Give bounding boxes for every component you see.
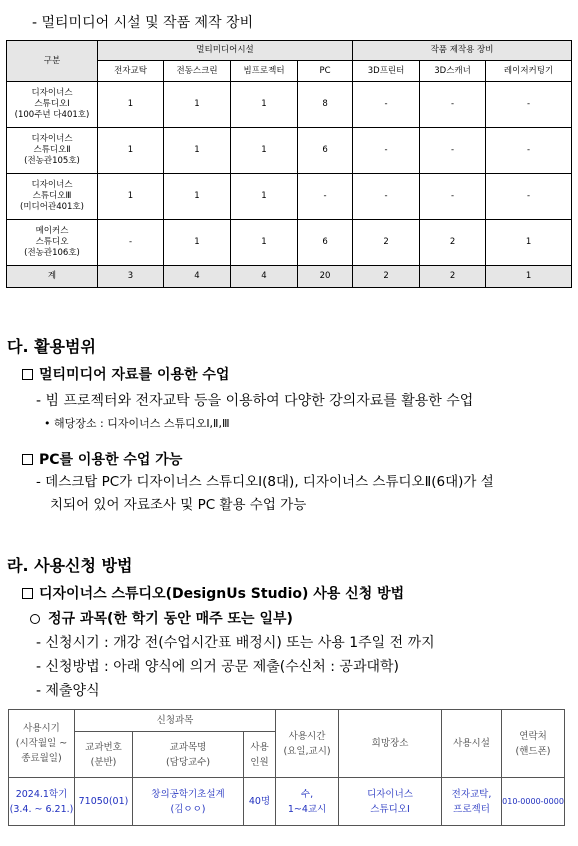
col-header: 빔프로젝터: [231, 61, 298, 82]
header-code: 교과번호 (분반): [75, 732, 133, 778]
col-header: 전자교탁: [98, 61, 164, 82]
cell: 2: [353, 266, 420, 288]
cell-contact: 010-0000-0000: [502, 778, 565, 826]
cell: 2: [420, 266, 486, 288]
scope-item-multimedia: 멀티미디어 자료를 이용한 수업: [22, 366, 229, 384]
header-multimedia: 멀티미디어시설: [98, 41, 353, 61]
cell: 1: [486, 220, 572, 266]
col-header: 3D프린터: [353, 61, 420, 82]
application-period: - 신청시기 : 개강 전(수업시간표 배정시) 또는 사용 1주일 전 까지: [36, 635, 435, 651]
cell: -: [486, 128, 572, 174]
row-label: 디자이너스 스튜디오Ⅲ (미디어관401호): [7, 174, 98, 220]
application-form-label: - 제출양식: [36, 683, 100, 699]
scope-item-multimedia-desc: - 빔 프로젝터와 전자교탁 등을 이용하여 다양한 강의자료를 활용한 수업: [36, 393, 474, 409]
section-heading-scope: 다. 활용범위: [7, 337, 96, 356]
row-label: 메이커스 스튜디오 (전농관106호): [7, 220, 98, 266]
cell: 1: [486, 266, 572, 288]
application-sub-regular: 정규 과목(한 학기 동안 매주 또는 일부): [30, 610, 293, 628]
cell: 6: [298, 128, 353, 174]
checkbox-square-icon: [22, 454, 33, 465]
cell: 20: [298, 266, 353, 288]
cell-time: 수, 1~4교시: [276, 778, 339, 826]
scope-item-multimedia-location: • 해당장소 : 디자이너스 스튜디오Ⅰ,Ⅱ,Ⅲ: [44, 417, 230, 430]
cell: 4: [231, 266, 298, 288]
cell: 1: [164, 220, 231, 266]
header-course: 신청과목: [75, 710, 276, 732]
table-row: [7, 174, 572, 220]
cell: -: [420, 128, 486, 174]
intro-text: - 멀티미디어 시설 및 작품 제작 장비: [32, 15, 254, 31]
header-production: 작품 제작용 장비: [353, 41, 572, 61]
cell: 3: [98, 266, 164, 288]
section-heading-application: 라. 사용신청 방법: [7, 556, 133, 575]
scope-item-pc: PC를 이용한 수업 가능: [22, 451, 182, 469]
cell: 1: [164, 174, 231, 220]
equipment-table: [6, 40, 572, 288]
cell-period: 2024.1학기 (3.4. ~ 6.21.): [9, 778, 75, 826]
row-label: 디자이너스 스튜디오Ⅰ (100주년 다401호): [7, 82, 98, 128]
header-time: 사용시간 (요일,교시): [276, 710, 339, 778]
row-label: 디자이너스 스튜디오Ⅱ (전농관105호): [7, 128, 98, 174]
cell: 8: [298, 82, 353, 128]
cell: 1: [98, 82, 164, 128]
header-period: 사용시기 (시작월일 ~ 종료월일): [9, 710, 75, 778]
cell: -: [353, 174, 420, 220]
application-item-studio: 디자이너스 스튜디오(DesignUs Studio) 사용 신청 방법: [22, 585, 404, 603]
cell: -: [420, 174, 486, 220]
scope-item-pc-desc-1: - 데스크탑 PC가 디자이너스 스튜디오Ⅰ(8대), 디자이너스 스튜디오Ⅱ(6대)가 설: [36, 474, 494, 490]
cell: 1: [231, 174, 298, 220]
table-row: [7, 128, 572, 174]
table-row: [9, 778, 565, 826]
cell-place: 디자이너스 스튜디오Ⅰ: [339, 778, 442, 826]
checkbox-square-icon: [22, 369, 33, 380]
cell: -: [486, 82, 572, 128]
cell: 2: [353, 220, 420, 266]
cell: -: [420, 82, 486, 128]
total-row: [7, 266, 572, 288]
cell-code: 71050(01): [75, 778, 133, 826]
cell: 4: [164, 266, 231, 288]
scope-item-pc-desc-2: 치되어 있어 자료조사 및 PC 활용 수업 가능: [50, 497, 307, 513]
cell-facility: 전자교탁, 프로젝터: [442, 778, 502, 826]
col-header: PC: [298, 61, 353, 82]
checkbox-square-icon: [22, 588, 33, 599]
cell: -: [298, 174, 353, 220]
table-row: [7, 82, 572, 128]
cell-people: 40명: [244, 778, 276, 826]
cell: -: [98, 220, 164, 266]
cell: 1: [98, 128, 164, 174]
total-label: 계: [7, 266, 98, 288]
cell: 1: [231, 220, 298, 266]
col-header: 전동스크린: [164, 61, 231, 82]
header-course-name: 교과목명 (담당교수): [133, 732, 244, 778]
cell: 1: [98, 174, 164, 220]
circle-bullet-icon: [30, 614, 40, 624]
header-place: 희망장소: [339, 710, 442, 778]
cell: -: [353, 82, 420, 128]
header-people: 사용 인원: [244, 732, 276, 778]
cell: 1: [231, 82, 298, 128]
table-row: [7, 220, 572, 266]
cell: 1: [164, 128, 231, 174]
header-contact: 연락처 (핸드폰): [502, 710, 565, 778]
cell: 1: [231, 128, 298, 174]
cell: -: [353, 128, 420, 174]
header-facility: 사용시설: [442, 710, 502, 778]
header-category: 구분: [7, 41, 98, 82]
cell: 1: [164, 82, 231, 128]
application-method: - 신청방법 : 아래 양식에 의거 공문 제출(수신처 : 공과대학): [36, 659, 399, 675]
cell: -: [486, 174, 572, 220]
col-header: 레이저커팅기: [486, 61, 572, 82]
cell: 2: [420, 220, 486, 266]
cell-course-name: 창의공학기초설계 (김ㅇㅇ): [133, 778, 244, 826]
application-form-table: [8, 709, 565, 826]
cell: 6: [298, 220, 353, 266]
col-header: 3D스캐너: [420, 61, 486, 82]
